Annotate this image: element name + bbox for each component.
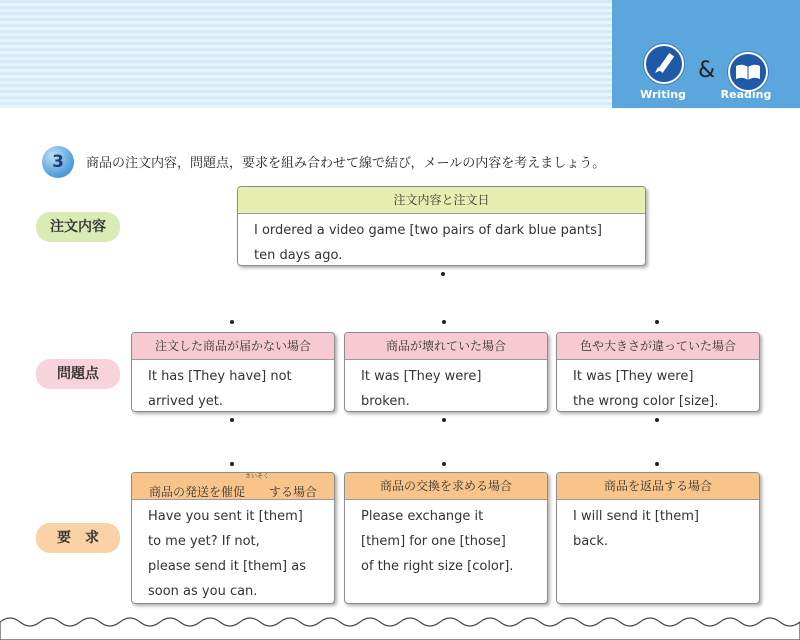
request-card-2-line-2: [them] for one [those] bbox=[361, 534, 506, 549]
request-3-top-dot[interactable] bbox=[655, 462, 659, 466]
problem-card-3 bbox=[556, 332, 760, 412]
request-card-1-header-post: する場合 bbox=[269, 485, 318, 499]
problem-1-top-dot[interactable] bbox=[230, 320, 234, 324]
order-connect-dot[interactable] bbox=[441, 272, 445, 276]
request-card-1-header-ruby bbox=[221, 473, 269, 505]
request-card-2-line-3: of the right size [color]. bbox=[361, 559, 514, 574]
request-card-3 bbox=[556, 472, 760, 604]
order-card-header: 注文内容と注文日 bbox=[238, 187, 645, 214]
order-line-1: I ordered a video game [two pairs of dark blue pants] bbox=[254, 223, 602, 238]
request-2-top-dot[interactable] bbox=[442, 462, 446, 466]
request-card-2-header: 商品の交換を求める場合 bbox=[345, 473, 547, 500]
ampersand: & bbox=[698, 58, 716, 83]
pencil-icon bbox=[644, 44, 684, 84]
problem-card-2-header: 商品が壊れていた場合 bbox=[345, 333, 547, 360]
problem-card-1-line-1: It has [They have] not bbox=[148, 369, 292, 384]
request-row-label: 要 求 bbox=[36, 523, 120, 553]
request-card-1 bbox=[131, 472, 335, 604]
request-card-1-header-ruby-text: さいそく bbox=[245, 473, 270, 480]
problem-card-2-line-2: broken. bbox=[361, 394, 410, 409]
order-row-label: 注文内容 bbox=[36, 212, 120, 242]
problem-card-1 bbox=[131, 332, 335, 412]
exercise-number: 3 bbox=[42, 146, 74, 178]
request-card-2-line-1: Please exchange it bbox=[361, 509, 484, 524]
request-card-3-header: 商品を返品する場合 bbox=[557, 473, 759, 500]
exercise-instruction: 商品の注文内容，問題点，要求を組み合わせて線で結び，メールの内容を考えましょう。 bbox=[86, 156, 606, 171]
problem-1-bottom-dot[interactable] bbox=[230, 418, 234, 422]
request-card-3-line-1: I will send it [them] bbox=[573, 509, 699, 524]
writing-label: Writing bbox=[640, 88, 686, 101]
problem-card-2 bbox=[344, 332, 548, 412]
request-card-1-line-1: Have you sent it [them] bbox=[148, 509, 303, 524]
problem-card-3-line-1: It was [They were] bbox=[573, 369, 694, 384]
request-card-3-line-2: back. bbox=[573, 534, 609, 549]
problem-2-top-dot[interactable] bbox=[442, 320, 446, 324]
request-card-1-line-2: to me yet? If not, bbox=[148, 534, 260, 549]
problem-card-1-line-2: arrived yet. bbox=[148, 394, 224, 409]
problem-row-label: 問題点 bbox=[36, 359, 120, 389]
request-card-1-header-ruby-base: 催促 bbox=[220, 485, 245, 499]
reading-label: Reading bbox=[720, 88, 772, 101]
problem-card-3-header: 色や大きさが違っていた場合 bbox=[557, 333, 759, 360]
request-card-1-header bbox=[132, 473, 334, 500]
problem-card-1-header: 注文した商品が届かない場合 bbox=[132, 333, 334, 360]
request-1-top-dot[interactable] bbox=[230, 462, 234, 466]
problem-2-bottom-dot[interactable] bbox=[442, 418, 446, 422]
header-banner bbox=[0, 0, 612, 108]
problem-card-3-line-2: the wrong color [size]. bbox=[573, 394, 719, 409]
problem-card-2-line-1: It was [They were] bbox=[361, 369, 482, 384]
request-card-2 bbox=[344, 472, 548, 604]
problem-3-top-dot[interactable] bbox=[655, 320, 659, 324]
request-card-1-line-3: please send it [them] as bbox=[148, 559, 306, 574]
request-card-1-line-4: soon as you can. bbox=[148, 584, 258, 599]
order-line-2: ten days ago. bbox=[254, 248, 343, 263]
request-card-1-header-pre: 商品の発送を bbox=[148, 485, 221, 499]
problem-3-bottom-dot[interactable] bbox=[655, 418, 659, 422]
wavy-bottom-border bbox=[0, 612, 800, 640]
book-icon bbox=[728, 52, 768, 92]
order-card bbox=[237, 186, 646, 266]
